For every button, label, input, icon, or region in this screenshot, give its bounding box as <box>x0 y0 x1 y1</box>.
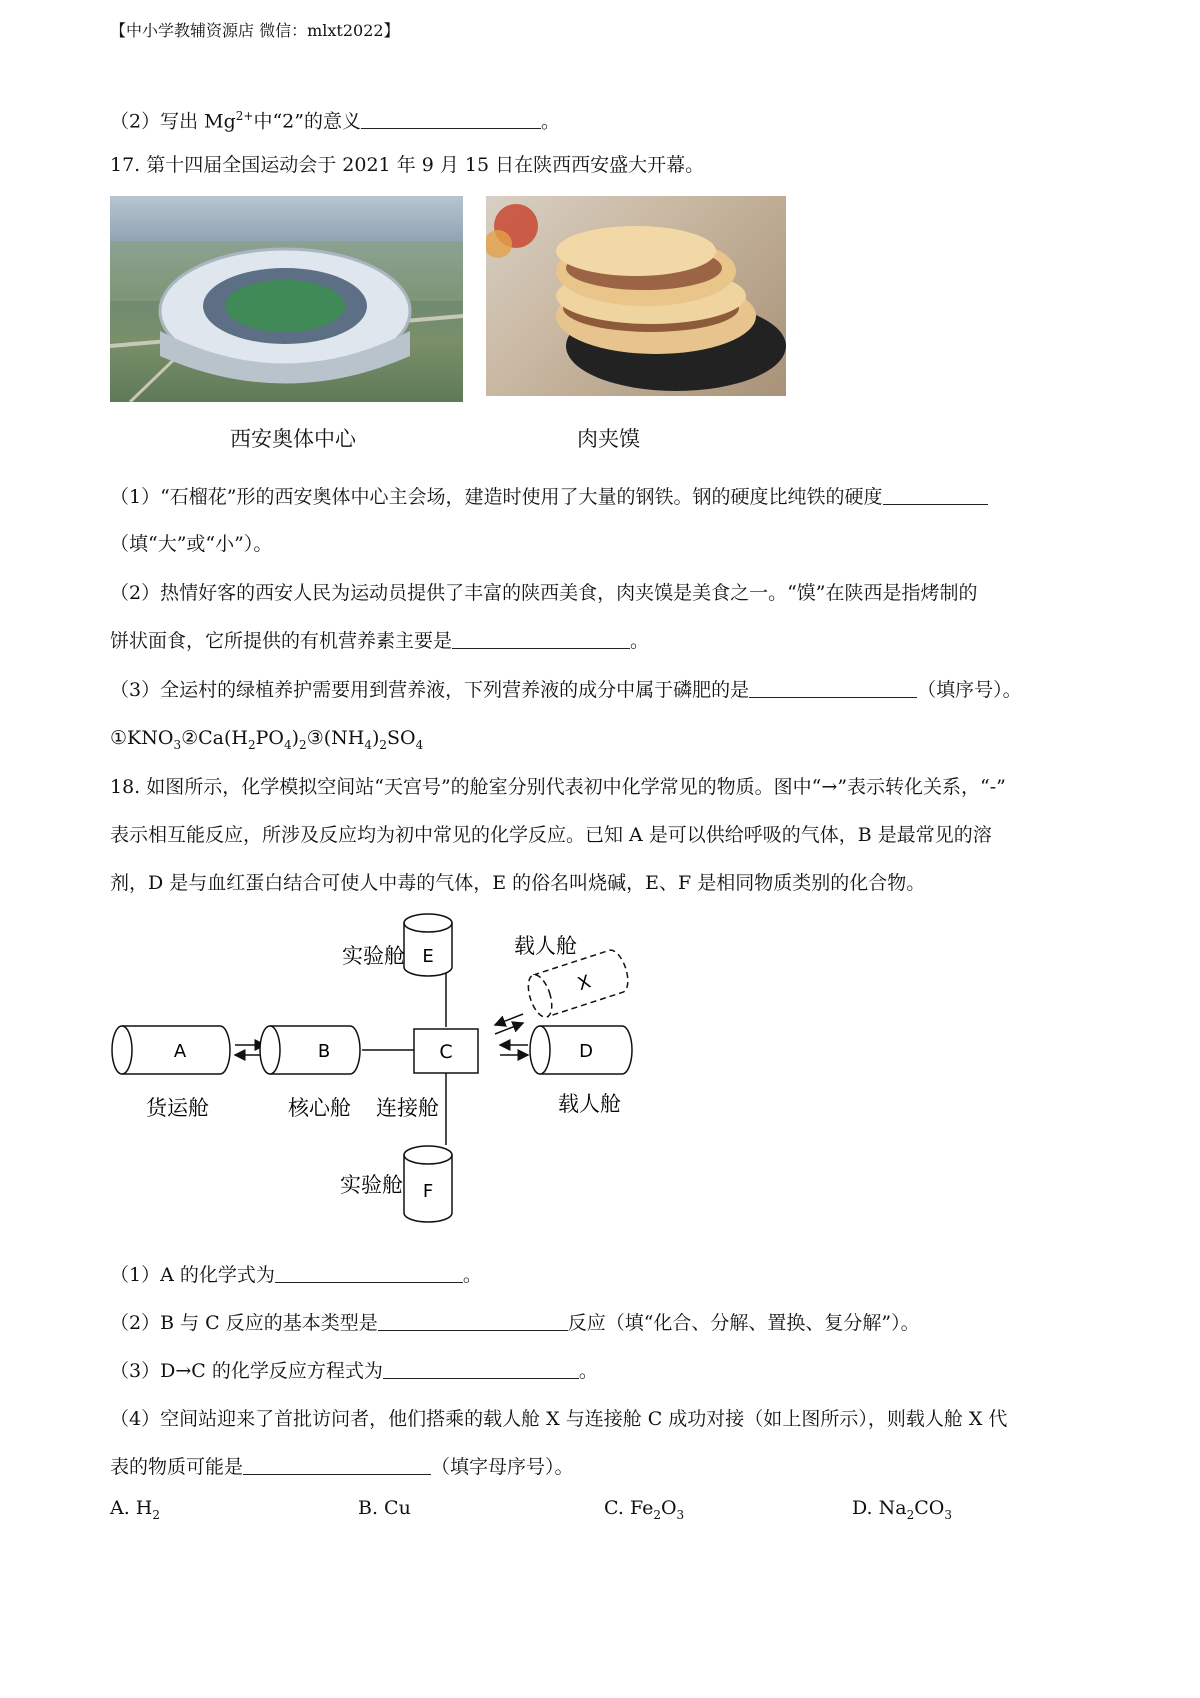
q17-stem: 17. 第十四届全国运动会于 2021 年 9 月 15 日在陕西西安盛大开幕。 <box>110 154 705 176</box>
cylinder-e <box>404 914 452 976</box>
formula-sub: 2 <box>247 737 256 752</box>
answer-blank[interactable] <box>378 1312 568 1331</box>
q17-part1-line2: （填“大”或“小”）。 <box>110 533 273 555</box>
formula-cah2po42 <box>181 727 307 752</box>
q16-part2 <box>110 103 560 134</box>
cylinder-b <box>260 1026 360 1074</box>
q17-part2-text: 饼状面食，它所提供的有机营养素主要是 <box>110 630 453 652</box>
answer-blank[interactable] <box>749 679 917 698</box>
option-a-text: A. H <box>110 1497 153 1519</box>
formula-part: ) <box>371 727 380 749</box>
q17-part3-text: （3）全运村的绿植养护需要用到营养液，下列营养液的成分中属于磷肥的是 <box>110 679 750 701</box>
option-d-sub: 2 <box>906 1507 915 1522</box>
stadium-photo <box>110 196 463 402</box>
q17-part2-line1: （2）热情好客的西安人民为运动员提供了丰富的陕西美食，肉夹馍是美食之一。“馍”在陕西是指烤制的 <box>110 582 978 604</box>
formula-part: ) <box>291 727 300 749</box>
formula-part: ③(NH <box>306 727 365 749</box>
q18-part3 <box>110 1358 598 1384</box>
q18-part1-text: （1）A 的化学式为 <box>110 1264 275 1286</box>
q17-part2-end: 。 <box>630 630 650 652</box>
label-c: C <box>439 1041 453 1063</box>
q18-part3-text: （3）D→C 的化学反应方程式为 <box>110 1360 383 1382</box>
answer-blank[interactable] <box>452 630 630 649</box>
roujiamo-illustration <box>486 196 786 396</box>
option-c-sub: 2 <box>653 1507 661 1522</box>
label-f: F <box>422 1181 434 1202</box>
formula-part: ②Ca(H <box>181 727 248 749</box>
label-lab-cabin-e: 实验舱 <box>342 944 405 968</box>
answer-blank[interactable] <box>383 1360 579 1379</box>
answer-blank[interactable] <box>275 1264 463 1283</box>
answer-blank[interactable] <box>361 110 541 129</box>
formula-part: SO <box>387 727 416 749</box>
q18-part2-text: （2）B 与 C 反应的基本类型是 <box>110 1312 378 1334</box>
label-x: X <box>575 971 594 996</box>
q18-part4-line2 <box>110 1454 574 1480</box>
label-b: B <box>317 1041 331 1062</box>
q18-line1: 18. 如图所示，化学模拟空间站“天宫号”的舱室分别代表初中化学常见的物质。图中“→”表示转化关系，“-” <box>110 776 1006 798</box>
q18-part3-end: 。 <box>578 1360 598 1382</box>
answer-blank[interactable] <box>243 1456 431 1475</box>
cylinder-a <box>112 1026 230 1074</box>
q18-line3: 剂，D 是与血红蛋白结合可使人中毒的气体，E 的俗名叫烧碱，E、F 是相同物质类别的化合物。 <box>110 872 926 894</box>
answer-blank[interactable] <box>883 486 988 505</box>
q18-part4-end: （填字母序号）。 <box>431 1456 574 1478</box>
cylinder-f <box>404 1146 452 1222</box>
label-d: D <box>579 1041 593 1062</box>
stadium-illustration <box>110 196 463 402</box>
option-c[interactable] <box>604 1497 684 1522</box>
q17-formulas <box>110 725 423 758</box>
formula-sub: 4 <box>415 737 424 752</box>
q18-part2 <box>110 1310 920 1336</box>
cylinder-x <box>524 947 633 1020</box>
label-a: A <box>173 1041 187 1062</box>
formula-kno3-sub: 3 <box>173 737 182 752</box>
q18-part4-line1: （4）空间站迎来了首批访问者，他们搭乘的载人舱 X 与连接舱 C 成功对接（如上图所示），则载人舱 X 代 <box>110 1408 1008 1430</box>
option-a[interactable] <box>110 1497 160 1522</box>
label-cargo-cabin: 货运舱 <box>146 1096 209 1120</box>
formula-sub: 4 <box>283 737 292 752</box>
roujiamo-photo <box>486 196 786 396</box>
option-d-text: D. Na <box>852 1497 907 1519</box>
cylinder-d <box>530 1026 632 1074</box>
connector-box-c <box>414 1029 478 1073</box>
q16-part2-suffix: 中“2”的意义 <box>253 110 361 133</box>
q18-part1-end: 。 <box>462 1264 482 1286</box>
formula-kno3-text: ①KNO <box>110 727 174 749</box>
option-d[interactable] <box>852 1497 952 1522</box>
q18-line2: 表示相互能反应，所涉及反应均为初中常见的化学反应。已知 A 是可以供给呼吸的气体，B 是最常见的溶 <box>110 824 992 846</box>
page-header: 【中小学教辅资源店 微信：mlxt2022】 <box>110 21 400 40</box>
q16-part2-end: 。 <box>540 110 560 133</box>
formula-kno3 <box>110 727 182 752</box>
stadium-caption: 西安奥体中心 <box>230 427 356 451</box>
option-c-sub: 3 <box>676 1507 685 1522</box>
option-d-mid: CO <box>914 1497 945 1519</box>
q16-part2-sup: 2+ <box>235 109 254 123</box>
q16-part2-text: （2）写出 Mg <box>110 110 236 133</box>
label-connector-cabin: 连接舱 <box>376 1096 439 1120</box>
option-d-sub: 3 <box>944 1507 952 1522</box>
label-core-cabin: 核心舱 <box>288 1096 351 1120</box>
q17-part1-line1 <box>110 484 988 510</box>
label-e: E <box>422 946 434 967</box>
option-b-text: B. Cu <box>358 1497 411 1519</box>
formula-nh42so4 <box>306 727 424 752</box>
q18-part4-text: 表的物质可能是 <box>110 1456 244 1478</box>
roujiamo-caption: 肉夹馍 <box>577 427 640 451</box>
label-crew-cabin-x: 载人舱 <box>514 934 577 958</box>
space-station-diagram <box>110 905 650 1245</box>
formula-sub: 2 <box>379 737 388 752</box>
label-crew-cabin-d: 载人舱 <box>558 1092 621 1116</box>
option-c-mid: O <box>660 1497 677 1519</box>
option-c-text: C. Fe <box>604 1497 654 1519</box>
q17-part2-line2 <box>110 628 649 654</box>
formula-sub: 4 <box>364 737 372 752</box>
option-a-sub: 2 <box>152 1507 161 1522</box>
formula-sub: 2 <box>299 737 307 752</box>
q18-part2-end: 反应（填“化合、分解、置换、复分解”）。 <box>567 1312 920 1334</box>
label-lab-cabin-f: 实验舱 <box>340 1173 403 1197</box>
q17-part3 <box>110 677 1022 703</box>
option-b[interactable] <box>358 1497 411 1519</box>
formula-part: PO <box>255 727 284 749</box>
q18-part1 <box>110 1262 482 1288</box>
q17-part1-text: （1）“石榴花”形的西安奥体中心主会场，建造时使用了大量的钢铁。钢的硬度比纯铁的硬度 <box>110 486 883 508</box>
q17-part3-end: （填序号）。 <box>917 679 1022 701</box>
